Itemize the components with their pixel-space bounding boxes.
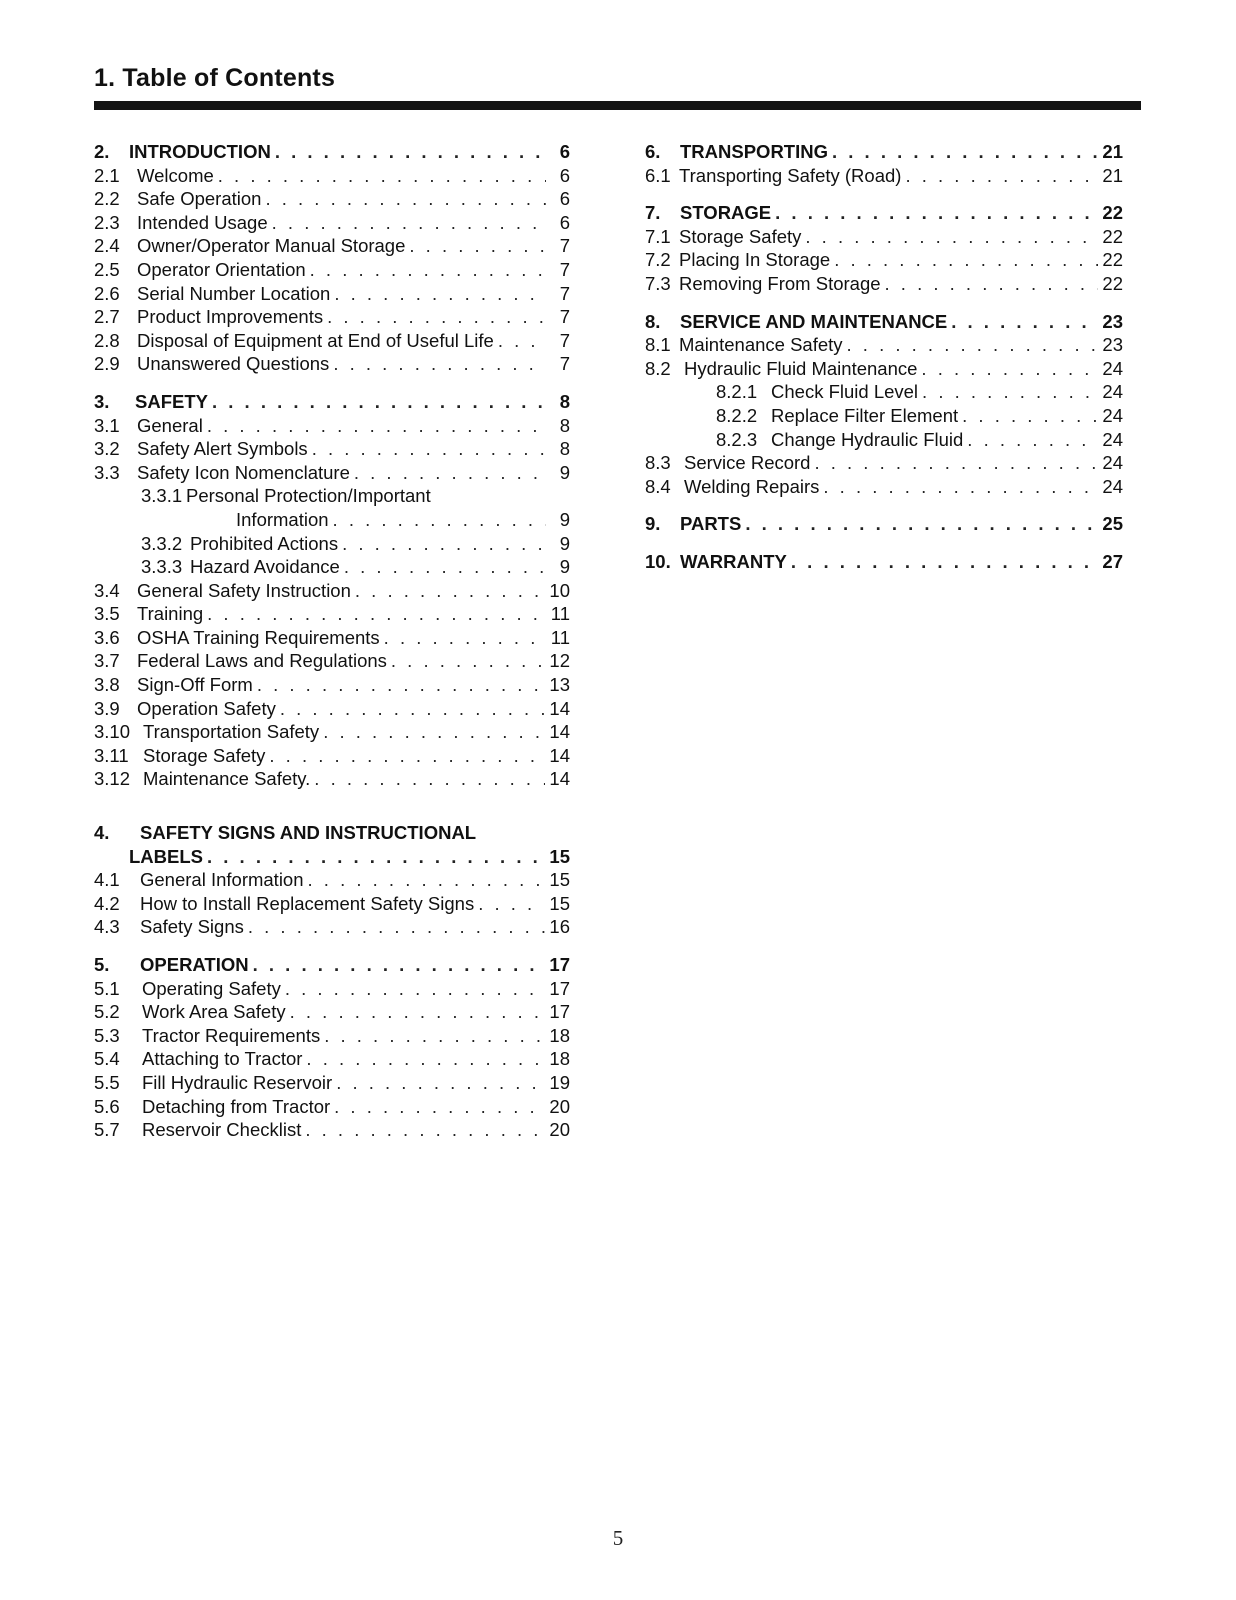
title-rule [94, 101, 1141, 110]
toc-entry-heading[interactable]: 6. TRANSPORTING . . . 21 [645, 140, 1123, 164]
toc-entry[interactable]: 8.3 Service Record . . . 24 [645, 451, 1123, 475]
toc-entry[interactable]: 2.4 Owner/Operator Manual Storage . . . 7 [94, 234, 570, 258]
toc-entry-heading[interactable]: 4. SAFETY SIGNS AND INSTRUCTIONAL [94, 822, 477, 844]
toc-entry[interactable]: 3.12 Maintenance Safety. . . . 14 [94, 767, 570, 791]
toc-entry-heading[interactable]: 2. INTRODUCTION . . . 6 [94, 140, 570, 164]
toc-section-storage [645, 201, 1123, 295]
toc-entry[interactable]: 6.1 Transporting Safety (Road) . . . 21 [645, 164, 1123, 188]
toc-section-service [645, 310, 1123, 499]
toc-entry-sub[interactable]: 3.3.3 Hazard Avoidance . . . 9 [94, 555, 570, 579]
toc-entry[interactable]: 7.3 Removing From Storage . . . 22 [645, 272, 1123, 296]
toc-entry-sub[interactable]: 3.3.1 Personal Protection/Important [141, 485, 431, 507]
toc-entry-heading[interactable]: 3. SAFETY . . . 8 [94, 390, 570, 414]
toc-entry-sub[interactable]: 8.2.1 Check Fluid Level . . . 24 [645, 380, 1123, 404]
toc-entry[interactable]: 2.1 Welcome . . . 6 [94, 164, 570, 188]
toc-entry[interactable]: 4.2 How to Install Replacement Safety Signs . . . 15 [94, 892, 570, 916]
toc-entry[interactable]: 2.5 Operator Orientation . . . 7 [94, 258, 570, 282]
toc-left-column [94, 140, 570, 1156]
toc-section-operation [94, 953, 570, 1142]
toc-entry[interactable]: 3.10 Transportation Safety . . . 14 [94, 720, 570, 744]
toc-entry-continuation[interactable]: LABELS . . . 15 [94, 845, 570, 869]
toc-entry[interactable]: 8.2 Hydraulic Fluid Maintenance . . . 24 [645, 357, 1123, 381]
toc-entry-heading[interactable]: 10. WARRANTY . . . 27 [645, 550, 1123, 574]
toc-entry[interactable]: 2.3 Intended Usage . . . 6 [94, 211, 570, 235]
toc-entry[interactable]: 5.4 Attaching to Tractor . . . 18 [94, 1047, 570, 1071]
toc-entry-heading[interactable]: 7. STORAGE . . . 22 [645, 201, 1123, 225]
toc-entry-sub[interactable]: 8.2.2 Replace Filter Element . . . 24 [645, 404, 1123, 428]
page-number: 5 [612, 1526, 624, 1550]
toc-entry-continuation[interactable]: Information . . . 9 [94, 508, 570, 532]
toc-section-introduction [94, 140, 570, 376]
toc-entry-heading[interactable]: 8. SERVICE AND MAINTENANCE . . . 23 [645, 310, 1123, 334]
toc-entry[interactable]: 5.3 Tractor Requirements . . . 18 [94, 1024, 570, 1048]
toc-right-column [645, 140, 1123, 588]
toc-entry[interactable]: 5.6 Detaching from Tractor . . . 20 [94, 1095, 570, 1119]
toc-entry[interactable]: 2.2 Safe Operation . . . 6 [94, 187, 570, 211]
toc-entry[interactable]: 3.1 General . . . 8 [94, 414, 570, 438]
toc-section-safety-signs [94, 821, 570, 939]
toc-entry[interactable]: 3.11 Storage Safety . . . 14 [94, 744, 570, 768]
toc-entry[interactable]: 2.7 Product Improvements . . . 7 [94, 305, 570, 329]
toc-section-parts [645, 512, 1123, 536]
toc-section-safety [94, 390, 570, 791]
toc-entry[interactable]: 4.1 General Information . . . 15 [94, 868, 570, 892]
toc-entry[interactable]: 3.7 Federal Laws and Regulations . . . 12 [94, 649, 570, 673]
toc-entry-sub[interactable]: 3.3.2 Prohibited Actions . . . 9 [94, 532, 570, 556]
toc-entry[interactable]: 8.4 Welding Repairs . . . 24 [645, 475, 1123, 499]
toc-entry[interactable]: 3.9 Operation Safety . . . 14 [94, 697, 570, 721]
toc-section-warranty [645, 550, 1123, 574]
toc-entry[interactable]: 5.1 Operating Safety . . . 17 [94, 977, 570, 1001]
toc-entry[interactable]: 3.8 Sign-Off Form . . . 13 [94, 673, 570, 697]
toc-entry[interactable]: 3.3 Safety Icon Nomenclature . . . 9 [94, 461, 570, 485]
toc-entry[interactable]: 7.1 Storage Safety . . . 22 [645, 225, 1123, 249]
toc-entry[interactable]: 2.6 Serial Number Location . . . 7 [94, 282, 570, 306]
toc-entry[interactable]: 8.1 Maintenance Safety . . . 23 [645, 333, 1123, 357]
toc-entry-heading[interactable]: 9. PARTS . . . 25 [645, 512, 1123, 536]
toc-entry[interactable]: 5.7 Reservoir Checklist . . . 20 [94, 1118, 570, 1142]
toc-entry[interactable]: 3.6 OSHA Training Requirements . . . 11 [94, 626, 570, 650]
toc-entry[interactable]: 5.5 Fill Hydraulic Reservoir . . . 19 [94, 1071, 570, 1095]
toc-entry[interactable]: 2.8 Disposal of Equipment at End of Useful Life . . . 7 [94, 329, 570, 353]
toc-section-transporting [645, 140, 1123, 187]
toc-entry[interactable]: 7.2 Placing In Storage . . . 22 [645, 248, 1123, 272]
toc-entry[interactable]: 3.5 Training . . . 11 [94, 602, 570, 626]
toc-entry[interactable]: 5.2 Work Area Safety . . . 17 [94, 1000, 570, 1024]
toc-entry-sub[interactable]: 8.2.3 Change Hydraulic Fluid . . . 24 [645, 428, 1123, 452]
toc-entry[interactable]: 3.4 General Safety Instruction . . . 10 [94, 579, 570, 603]
toc-entry[interactable]: 2.9 Unanswered Questions . . . 7 [94, 352, 570, 376]
toc-entry[interactable]: 3.2 Safety Alert Symbols . . . 8 [94, 437, 570, 461]
toc-entry-heading[interactable]: 5. OPERATION . . . 17 [94, 953, 570, 977]
page-title: 1. Table of Contents [94, 64, 336, 92]
toc-entry[interactable]: 4.3 Safety Signs . . . 16 [94, 915, 570, 939]
